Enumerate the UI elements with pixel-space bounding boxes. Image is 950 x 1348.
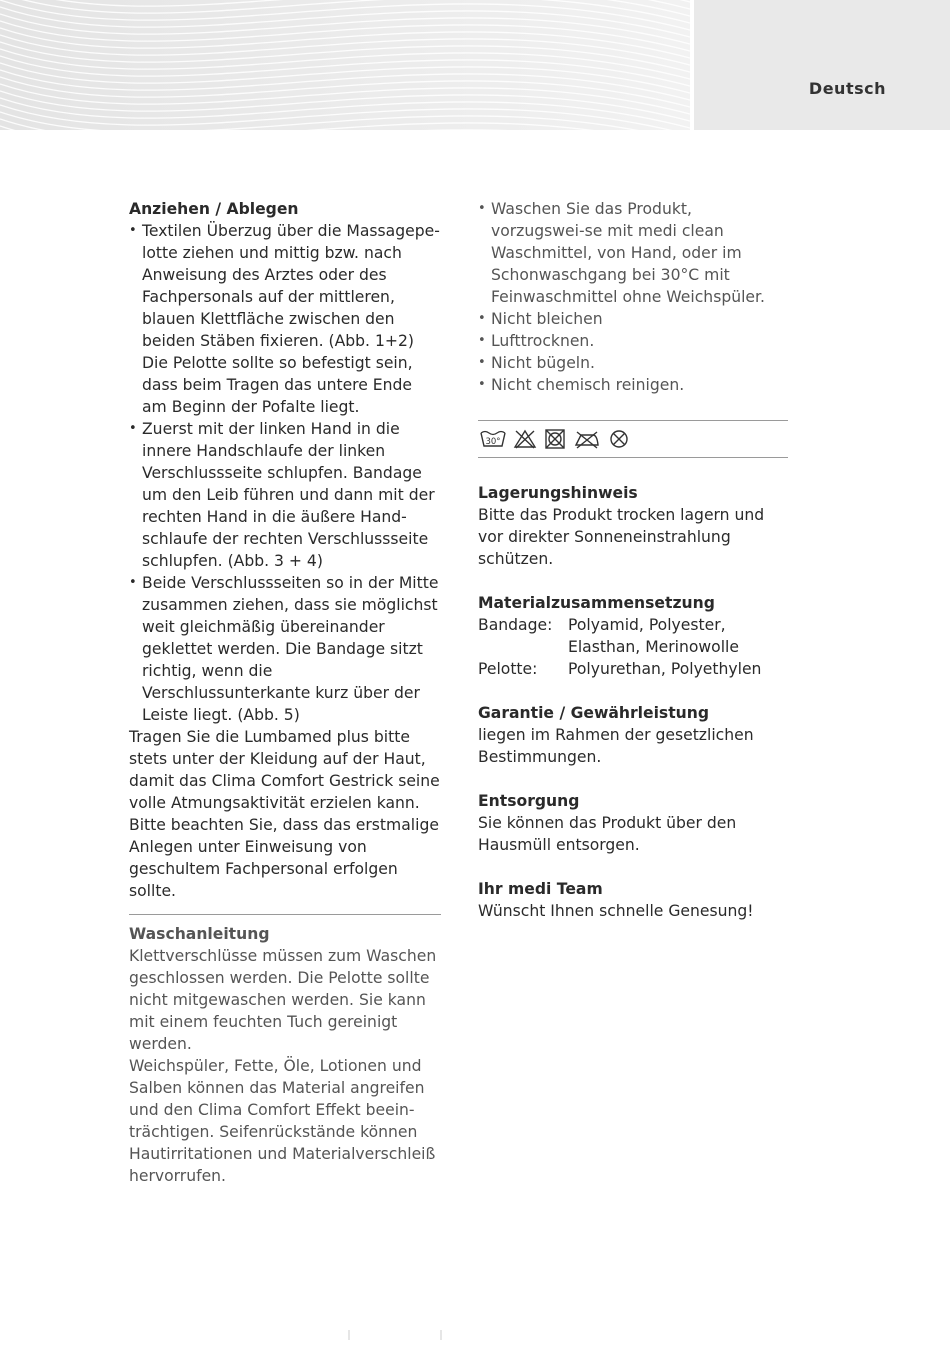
list-item: • Textilen Überzug über die Massagepe-lotte ziehen und mittig bzw. nach Anweisung des Arztes oder des Fachpersonals auf der mittleren, blauen Klettfläche zwischen den beiden Stäben fixieren. (Abb. 1+2) Die Pelotte sollte so befestigt sein, dass beim Tragen das untere Ende am Beginn der Pofalte liegt.	[129, 220, 441, 418]
section-title-anziehen: Anziehen / Ablegen	[129, 200, 299, 218]
material-label: Bandage:	[478, 616, 553, 634]
right-column	[478, 198, 788, 922]
no-tumble-dry-icon	[544, 429, 566, 449]
paragraph: Tragen Sie die Lumbamed plus bitte stets unter der Kleidung auf der Haut, damit das Clima Comfort Gestrick seine volle Atmungsaktivität erzielen kann.	[129, 728, 440, 812]
material-value: Polyamid, Polyester, Elasthan, Merinowolle	[568, 616, 739, 656]
care-symbols	[478, 421, 788, 457]
material-value: Polyurethan, Polyethylen	[568, 660, 762, 678]
list-item: • Nicht bügeln.	[478, 352, 788, 374]
footer-mark	[440, 1330, 442, 1340]
paragraph: Bitte beachten Sie, dass das erstmalige Anlegen unter Einweisung von geschultem Fachpersonal erfolgen sollte.	[129, 816, 439, 900]
list-item: • Nicht chemisch reinigen.	[478, 374, 788, 396]
material-row	[478, 658, 788, 680]
paragraph: Klettverschlüsse müssen zum Waschen geschlossen werden. Die Pelotte sollte nicht mitgewaschen werden. Sie kann mit einem feuchten Tuch gereinigt werden.	[129, 947, 437, 1053]
section-title-team: Ihr medi Team	[478, 880, 603, 898]
material-label: Pelotte:	[478, 660, 538, 678]
paragraph: Weichspüler, Fette, Öle, Lotionen und Salben können das Material angreifen und den Clima Comfort Effekt beein-trächtigen. Seifenrückstände können Hautirritationen und Materialverschleiß hervorrufen.	[129, 1057, 436, 1185]
section-title-material: Materialzusammensetzung	[478, 594, 715, 612]
no-bleach-icon	[513, 429, 537, 449]
language-label: Deutsch	[808, 79, 886, 98]
material-row	[478, 614, 788, 658]
header-wave-banner	[0, 0, 690, 130]
section-title-lagerung: Lagerungshinweis	[478, 484, 638, 502]
no-dry-clean-icon	[608, 429, 630, 449]
paragraph: Sie können das Produkt über den Hausmüll entsorgen.	[478, 814, 737, 854]
wave-pattern	[0, 0, 690, 130]
section-title-garantie: Garantie / Gewährleistung	[478, 704, 710, 722]
paragraph: Bitte das Produkt trocken lagern und vor direkter Sonneneinstrahlung schützen.	[478, 506, 765, 568]
list-item: • Beide Verschlussseiten so in der Mitte zusammen ziehen, dass sie möglichst weit gleichmäßig übereinander geklettet werden. Die Bandage sitzt richtig, wenn die Verschlussunterkante kurz über der Leiste liegt. (Abb. 5)	[129, 572, 441, 726]
care-list	[478, 198, 788, 396]
wash-30-icon	[480, 429, 506, 449]
section-title-wasch: Waschanleitung	[129, 925, 270, 943]
paragraph: liegen im Rahmen der gesetzlichen Bestimmungen.	[478, 726, 754, 766]
list-item: • Zuerst mit der linken Hand in die innere Handschlaufe der linken Verschlussseite schlupfen. Bandage um den Leib führen und dann mit der rechten Hand in die äußere Hand-schlaufe der rechten Verschlussseite schlupfen. (Abb. 3 + 4)	[129, 418, 441, 572]
no-iron-icon	[573, 429, 601, 449]
svg-text:30°: 30°	[485, 437, 501, 447]
list-item: • Nicht bleichen	[478, 308, 788, 330]
footer-mark	[348, 1330, 350, 1340]
left-column	[129, 198, 441, 1187]
anziehen-list	[129, 220, 441, 726]
paragraph: Wünscht Ihnen schnelle Genesung!	[478, 902, 754, 920]
header-language-box	[694, 0, 950, 130]
list-item: • Waschen Sie das Produkt, vorzugswei-se mit medi clean Waschmittel, von Hand, oder im Schonwaschgang bei 30°C mit Feinwaschmittel ohne Weichspüler.	[478, 198, 788, 308]
list-item: • Lufttrocknen.	[478, 330, 788, 352]
section-title-entsorgung: Entsorgung	[478, 792, 580, 810]
